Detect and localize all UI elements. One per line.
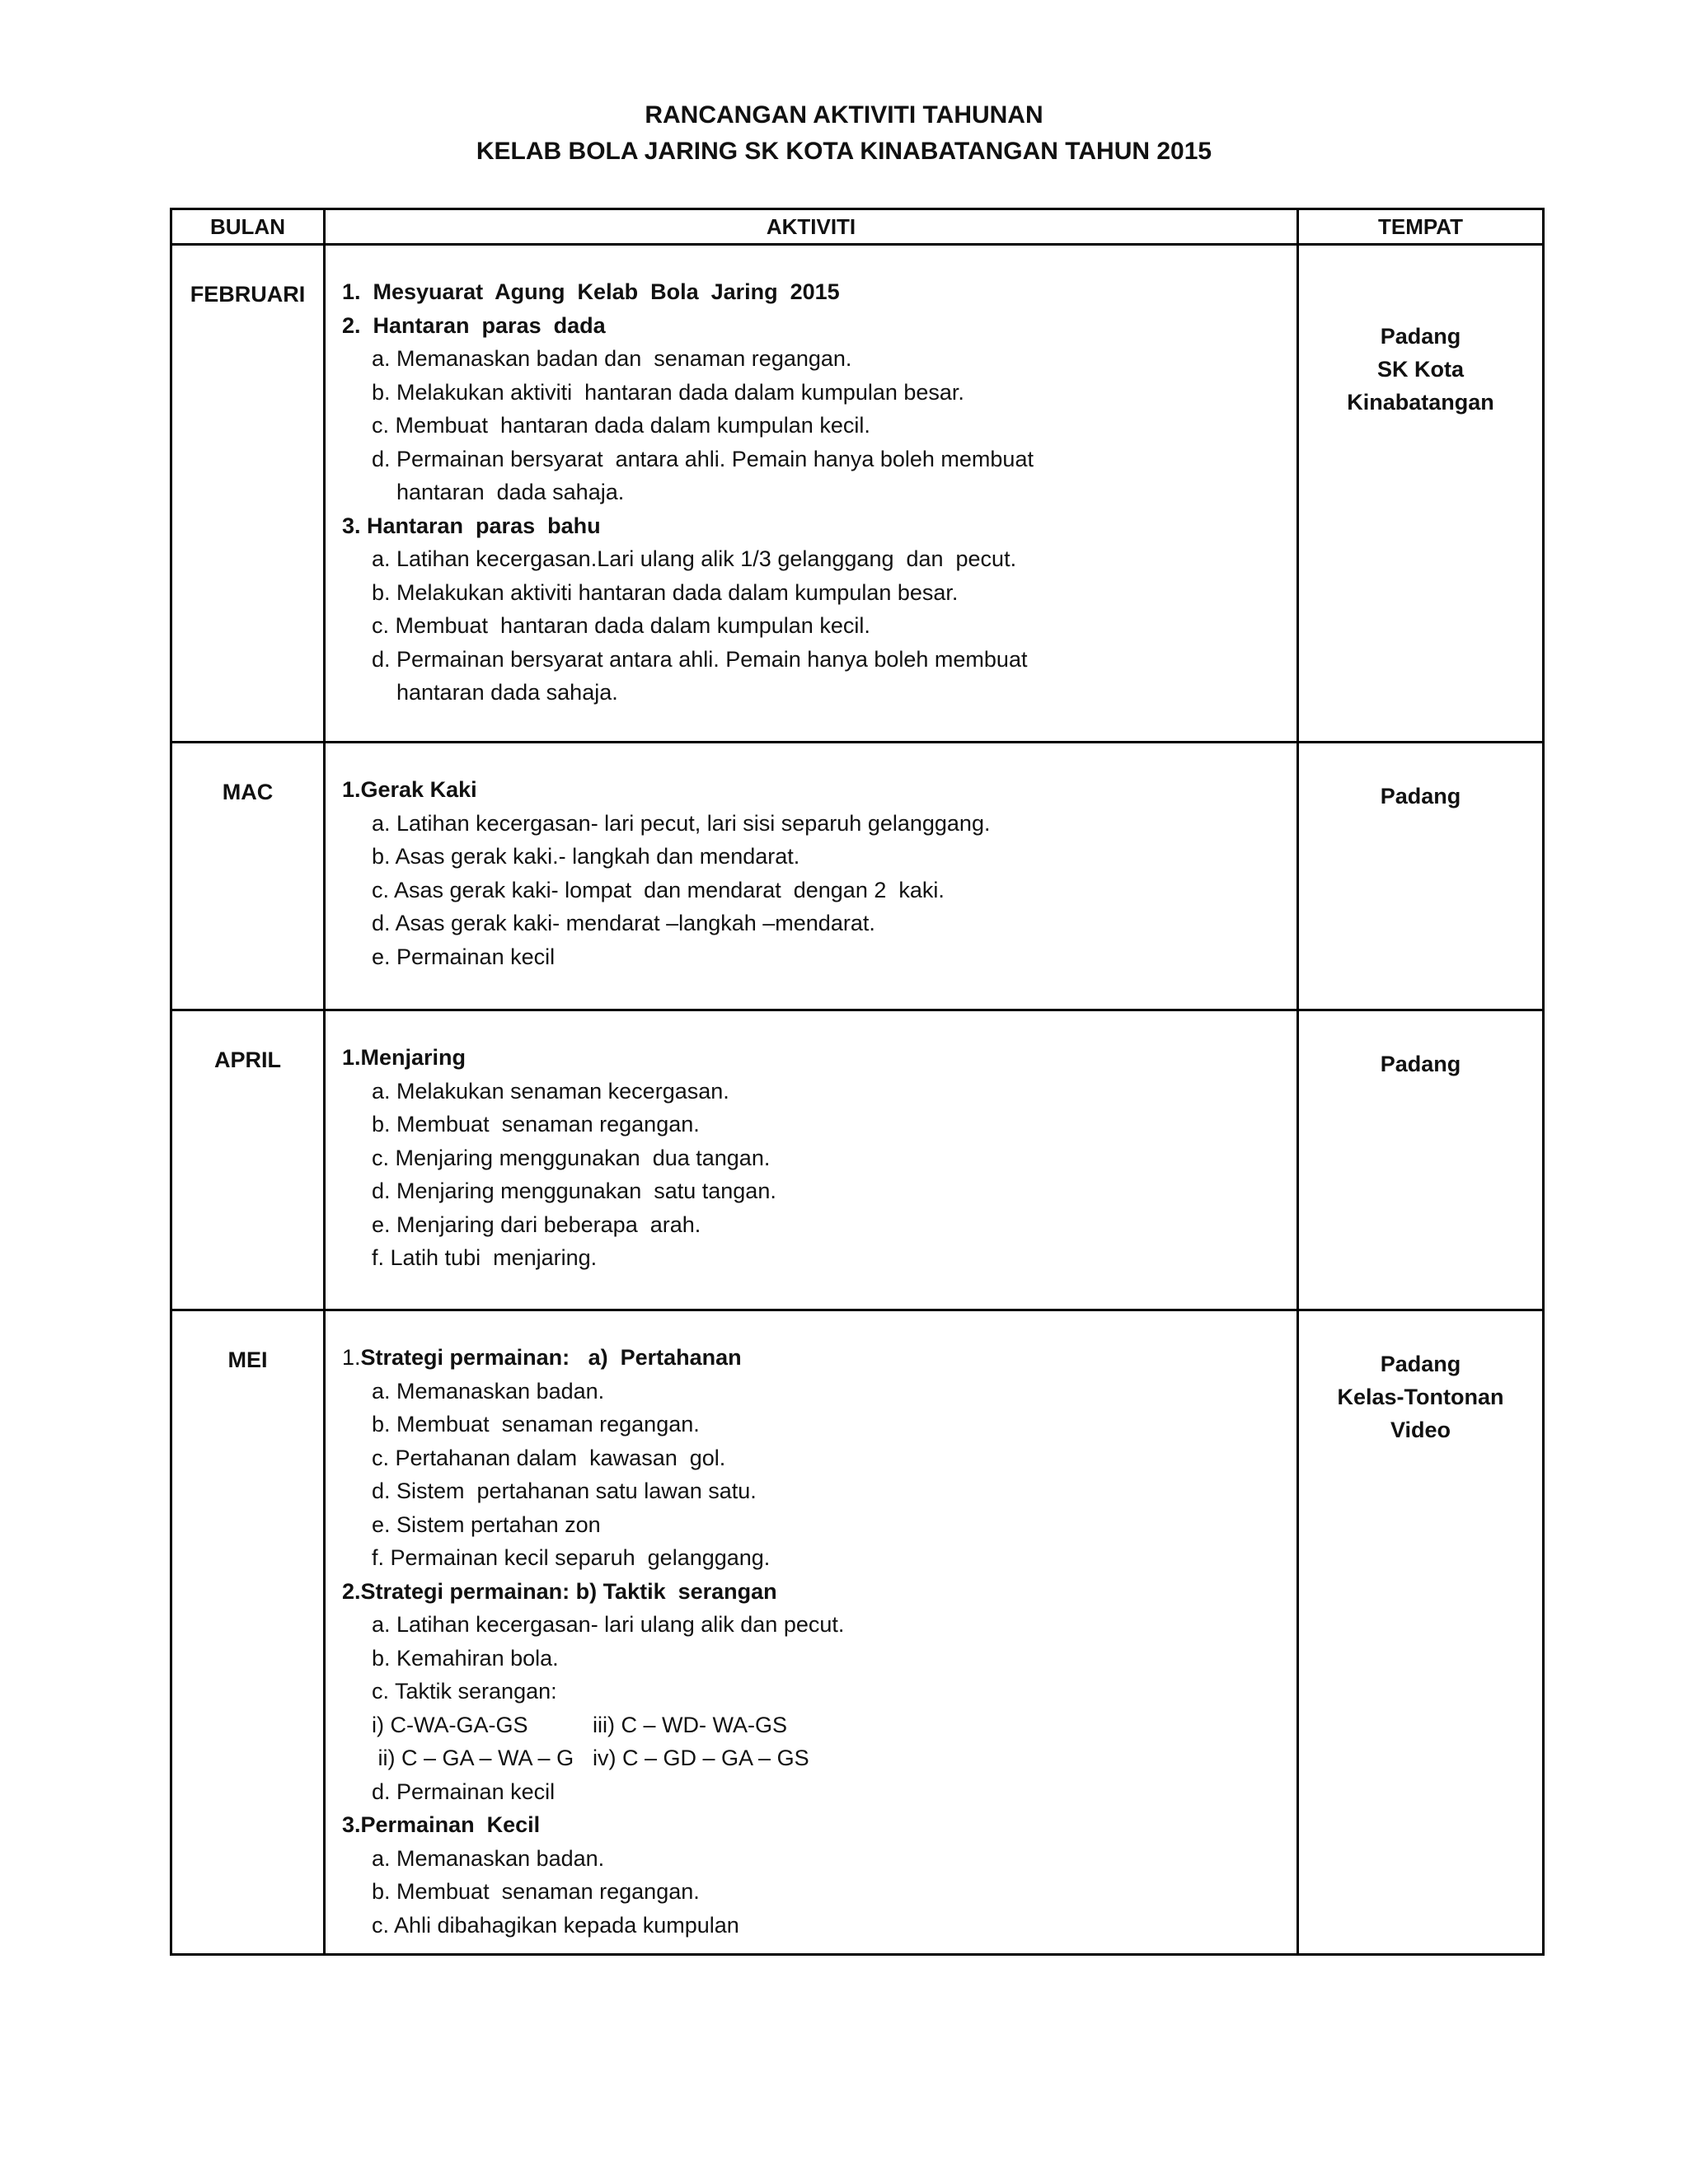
activity-line: d. Menjaring menggunakan satu tangan. — [372, 1179, 776, 1203]
header-tempat: TEMPAT — [1298, 209, 1544, 245]
activity-line: b. Membuat senaman regangan. — [372, 1112, 700, 1137]
tactic-option: iii) C – WD- WA-GS — [593, 1712, 787, 1737]
activity-line: f. Permainan kecil separuh gelanggang. — [372, 1545, 771, 1570]
title-line-2: KELAB BOLA JARING SK KOTA KINABATANGAN TAHUN 2015 — [476, 138, 1212, 165]
activity-line: a. Melakukan senaman kecergasan. — [372, 1078, 729, 1104]
activity-line: b. Melakukan aktiviti hantaran dada dalam kumpulan besar. — [372, 379, 964, 405]
table-header-row — [171, 209, 1544, 245]
table-row — [171, 245, 1544, 743]
activity-line: c. Ahli dibahagikan kepada kumpulan — [372, 1912, 739, 1938]
activity-line — [342, 1708, 1280, 1742]
cell-aktiviti — [325, 1310, 1298, 1955]
activity-line: d. Permainan kecil — [372, 1779, 556, 1804]
table-row — [171, 1310, 1544, 1955]
cell-aktiviti — [325, 245, 1298, 743]
cell-bulan: APRIL — [171, 1010, 325, 1310]
activity-line: a. Memanaskan badan. — [372, 1378, 605, 1404]
tempat-line: Padang — [1380, 1352, 1461, 1376]
activity-heading: Strategi permainan: a) Pertahanan — [360, 1345, 742, 1370]
activity-line: d. Permainan bersyarat antara ahli. Pemain hanya boleh membuat — [372, 646, 1028, 672]
activity-line: c. Membuat hantaran dada dalam kumpulan kecil. — [372, 613, 870, 638]
activity-line: a. Memanaskan badan. — [372, 1845, 605, 1871]
activity-line: a. Latihan kecergasan- lari pecut, lari sisi separuh gelanggang. — [372, 810, 991, 836]
cell-tempat — [1298, 1010, 1544, 1310]
activity-line: f. Latih tubi menjaring. — [372, 1245, 598, 1270]
cell-tempat — [1298, 245, 1544, 743]
activity-line: c. Pertahanan dalam kawasan gol. — [372, 1445, 726, 1470]
activity-number: 1. — [342, 1345, 361, 1370]
activity-line: d. Sistem pertahanan satu lawan satu. — [372, 1479, 757, 1503]
activity-line: a. Latihan kecergasan- lari ulang alik dan pecut. — [372, 1612, 845, 1637]
header-aktiviti: AKTIVITI — [325, 209, 1298, 245]
activity-line: e. Permainan kecil — [372, 944, 556, 969]
tempat-line: Padang — [1380, 1052, 1461, 1076]
cell-tempat — [1298, 743, 1544, 1010]
activity-line: 1. Mesyuarat Agung Kelab Bola Jaring 2015 — [342, 279, 840, 304]
activity-line: hantaran dada sahaja. — [396, 680, 618, 705]
tactic-option: ii) C – GA – WA – G — [372, 1746, 574, 1770]
activity-line: a. Memanaskan badan dan senaman regangan. — [372, 346, 852, 371]
activity-line: b. Kemahiran bola. — [372, 1645, 559, 1671]
tempat-line: Kinabatangan — [1347, 390, 1494, 415]
activity-line: b. Membuat senaman regangan. — [372, 1412, 700, 1436]
activity-line: c. Membuat hantaran dada dalam kumpulan kecil. — [372, 413, 870, 438]
cell-bulan: MAC — [171, 743, 325, 1010]
table-row — [171, 743, 1544, 1010]
activity-line — [342, 1341, 1280, 1375]
cell-bulan: MEI — [171, 1310, 325, 1955]
activity-line: 3. Hantaran paras bahu — [342, 513, 601, 538]
tempat-line: SK Kota — [1376, 357, 1464, 382]
activity-line: d. Permainan bersyarat antara ahli. Pemain hanya boleh membuat — [372, 446, 1034, 471]
activity-line: 1.Gerak Kaki — [342, 777, 477, 802]
activity-line: b. Asas gerak kaki.- langkah dan mendarat. — [372, 844, 800, 869]
table-body — [171, 245, 1544, 1955]
tempat-line: Kelas-Tontonan — [1337, 1385, 1504, 1409]
table-row — [171, 1010, 1544, 1310]
tactic-option: i) C-WA-GA-GS — [372, 1712, 528, 1737]
activity-line: b. Melakukan aktiviti hantaran dada dalam kumpulan besar. — [372, 579, 959, 605]
activity-plan-table — [170, 208, 1545, 1956]
activity-line: b. Membuat senaman regangan. — [372, 1879, 700, 1904]
activity-line: hantaran dada sahaja. — [396, 480, 625, 504]
tactic-option: iv) C – GD – GA – GS — [593, 1746, 809, 1770]
cell-aktiviti — [325, 743, 1298, 1010]
activity-line: e. Menjaring dari beberapa arah. — [372, 1212, 701, 1237]
activity-line: a. Latihan kecergasan.Lari ulang alik 1/3 gelanggang dan pecut. — [372, 546, 1017, 571]
activity-line: c. Asas gerak kaki- lompat dan mendarat dengan 2 kaki. — [372, 877, 945, 902]
cell-aktiviti — [325, 1010, 1298, 1310]
activity-line: 2. Hantaran paras dada — [342, 312, 606, 338]
activity-line — [342, 1741, 1280, 1775]
document-title — [0, 97, 1688, 170]
tempat-line: Padang — [1380, 324, 1461, 349]
activity-line: d. Asas gerak kaki- mendarat –langkah –mendarat. — [372, 911, 875, 935]
tempat-line: Padang — [1380, 784, 1461, 808]
activity-line: 1.Menjaring — [342, 1045, 467, 1070]
activity-line: c. Menjaring menggunakan dua tangan. — [372, 1145, 771, 1170]
tempat-line: Video — [1390, 1418, 1451, 1442]
activity-line: e. Sistem pertahan zon — [372, 1511, 601, 1537]
activity-line: 2.Strategi permainan: b) Taktik serangan — [342, 1578, 777, 1604]
title-line-1: RANCANGAN AKTIVITI TAHUNAN — [645, 101, 1043, 129]
activity-line: c. Taktik serangan: — [372, 1679, 557, 1704]
header-bulan: BULAN — [171, 209, 325, 245]
cell-tempat — [1298, 1310, 1544, 1955]
cell-bulan: FEBRUARI — [171, 245, 325, 743]
activity-line: 3.Permainan Kecil — [342, 1812, 541, 1837]
